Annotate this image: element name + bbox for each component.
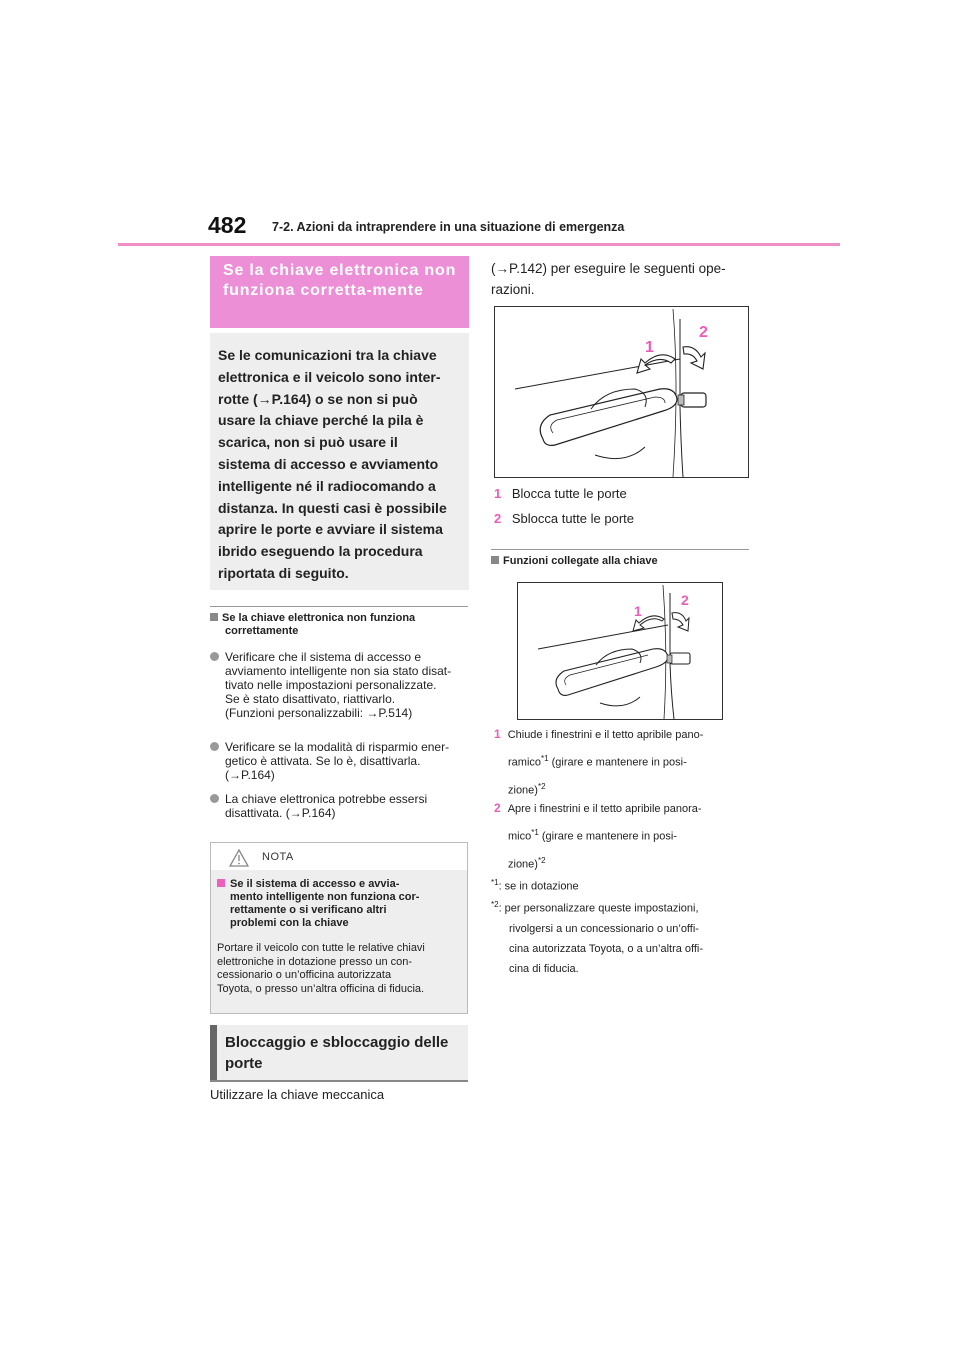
step-item: 2 Sblocca tutte le porte	[494, 511, 634, 526]
body-text: Utilizzare la chiave meccanica	[210, 1087, 385, 1102]
divider	[210, 606, 468, 607]
bullet-item: Verificare se la modalità di risparmio ener- getico è attivata. Se lo è, disattivarla. (→P.164)	[210, 740, 468, 785]
step-item: 1 Blocca tutte le porte	[494, 486, 627, 501]
header-divider	[118, 243, 840, 246]
section-title-box	[210, 1025, 468, 1082]
intro-text: Se le comunicazioni tra la chiave elettronica e il veicolo sono inter- rotte (→P.164) o se non si può usare la chiave perché la pila è scarica, non si può usare il sistema di accesso e avviamento intelligente né il radiocomando a distanza. In questi casi è possibile aprire le porte e avviare il sistema ibrido eseguendo la procedura riportata di seguito.	[218, 347, 447, 581]
bullet-dot-icon	[210, 652, 219, 661]
divider	[491, 549, 749, 550]
window-control-illustration	[517, 582, 723, 720]
section-title: Se la chiave elettronica non funziona corretta-mente	[223, 262, 457, 299]
subsection-title: Se la chiave elettronica non funziona correttamente	[210, 612, 468, 638]
bullet-item: La chiave elettronica potrebbe essersi disattivata. (→P.164)	[210, 792, 468, 824]
door-handle-key-figure	[518, 583, 722, 719]
nota-content	[211, 870, 467, 1013]
section-title-box	[210, 256, 469, 328]
subsection-title: Funzioni collegate alla chiave	[491, 555, 658, 568]
door-lock-illustration	[494, 306, 749, 478]
figure-label: 2	[681, 592, 689, 608]
footnote: $^{*1}$: se in dotazione	[491, 878, 579, 893]
section-title: Bloccaggio e sbloccaggio delle porte	[225, 1034, 449, 1072]
page-number: 482	[208, 212, 247, 238]
step-item: 2 Apre i finestrini e il tetto apribile panora- mico$^{*1}$ (girare e mantenere in posi- zione)$^{*2}$	[494, 801, 702, 871]
figure-label: 1	[634, 603, 642, 619]
chapter-title: 7-2. Azioni da intraprendere in una situazione di emergenza	[272, 220, 625, 234]
door-handle-key-figure	[495, 307, 748, 477]
square-bullet-icon	[210, 613, 218, 621]
figure-label: 1	[645, 339, 654, 356]
bullet-dot-icon	[210, 794, 219, 803]
nota-body: Portare il veicolo con tutte le relative chiavi elettroniche in dotazione presso un con- cessionario o un’officina autorizzata Toyota, o presso un’altra officina di fiducia.	[217, 942, 425, 995]
intro-panel	[210, 333, 469, 590]
square-bullet-icon	[491, 556, 499, 564]
square-bullet-icon	[217, 879, 225, 887]
continuation-text: (→P.142) per eseguire le seguenti ope- razioni.	[491, 261, 726, 297]
footnote: $^{*2}$: per personalizzare queste impostazioni, rivolgersi a un concessionario o un’offi- cina autorizzata Toyota, o a un’altra offi- cina di fiducia.	[491, 900, 704, 975]
nota-label: NOTA	[262, 851, 294, 863]
figure-label: 2	[699, 324, 708, 341]
warning-icon	[229, 849, 249, 867]
step-item: 1 Chiude i finestrini e il tetto apribile pano- ramico$^{*1}$ (girare e mantenere in posi- zione)$^{*2}$	[494, 727, 704, 797]
section-bar	[210, 1025, 217, 1080]
bullet-dot-icon	[210, 742, 219, 751]
nota-box	[210, 842, 468, 1014]
nota-heading: Se il sistema di accesso e avvia- mento intelligente non funziona cor- rettamente o si verificano altri problemi con la chiave	[217, 878, 457, 930]
bullet-item: Verificare che il sistema di accesso e avviamento intelligente non sia stato disat- tivato nelle impostazioni personalizzate. Se è stato disattivato, riattivarlo. (Funzioni personalizzabili: →P.514)	[210, 650, 468, 730]
